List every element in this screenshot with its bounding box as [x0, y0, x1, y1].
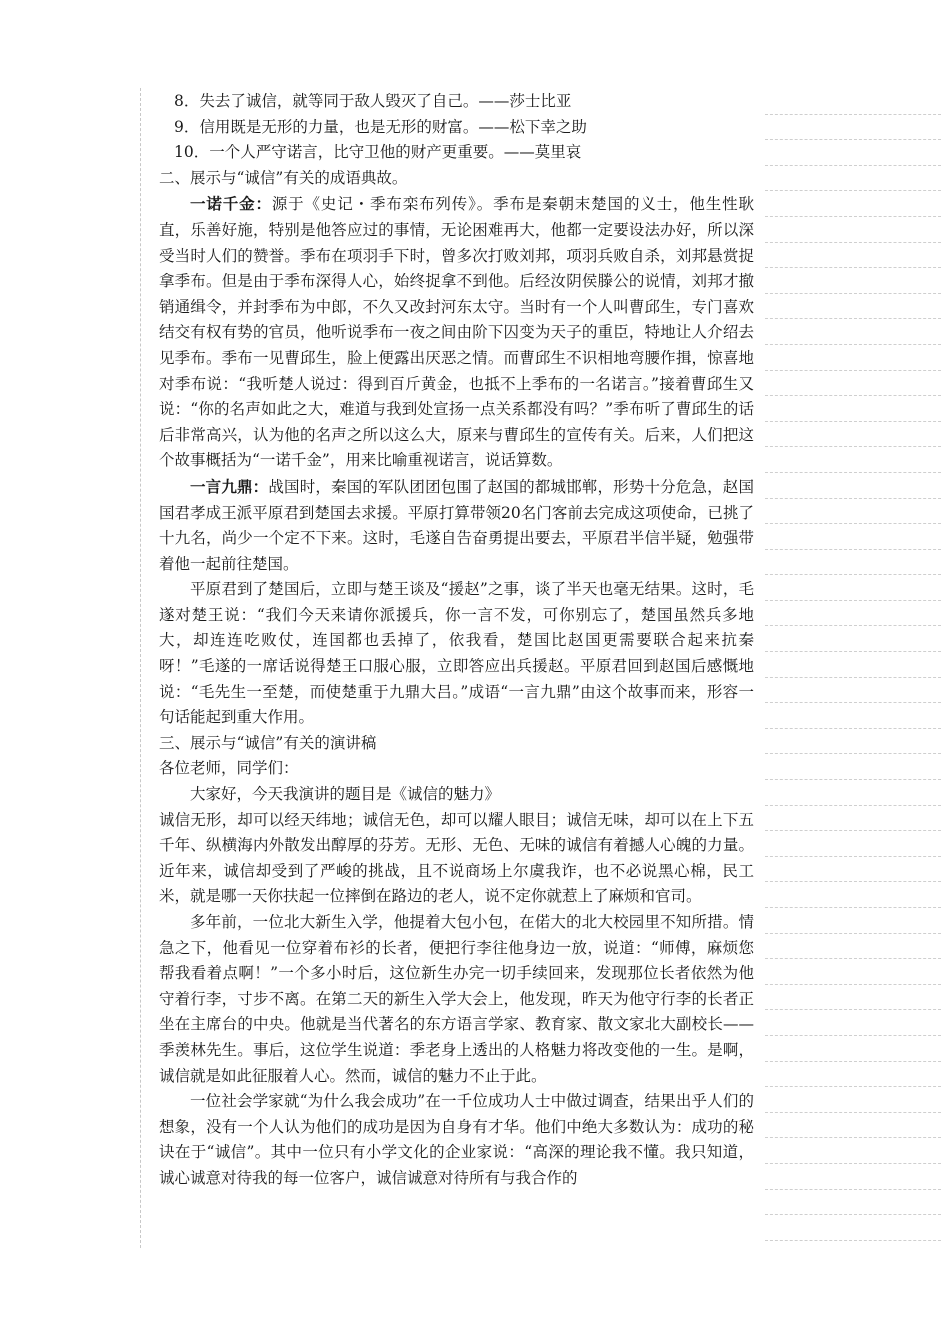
- note-line: [765, 140, 941, 166]
- quote-9: 9．信用既是无形的力量，也是无形的财富。——松下幸之助: [174, 117, 587, 136]
- note-line: [765, 115, 941, 141]
- note-line: [765, 959, 941, 985]
- document-body: [159, 89, 754, 1192]
- note-line: [765, 780, 941, 806]
- margin-border: [140, 88, 141, 1248]
- story-text: 源于《史记・季布栾布列传》。季布是秦朝末楚国的义士，他生性耿直，乐善好施，特别是他答应过的事情，无论困难再大，他都一定要设法办好，所以深受当时人们的赞誉。季布在项羽手下时，曾多次打败刘邦，项羽兵败自杀，刘邦悬赏捉拿季布。但是由于季布深得人心，始终捉拿不到他。后经汝阴侯滕公的说情，刘邦才撤销通缉令，并封季布为中郎，不久又改封河东太守。当时有一个人叫曹邱生，专门喜欢结交有权有势的官员，他听说季布一夜之间由阶下囚变为天子的重臣，特地让人介绍去见季布。季布一见曹邱生，脸上便露出厌恶之情。而曹邱生不识相地弯腰作揖，惊喜地对季布说：“我听楚人说过：得到百斤黄金，也抵不上季布的一名诺言。”接着曹邱生又说：“你的名声如此之大，难道与我到处宣扬一点关系都没有吗？”季布听了曹邱生的话后非常高兴，认为他的名声之所以这么大，原来与曹邱生的宣传有关。后来，人们把这个故事概括为“一诺千金”，用来比喻重视诺言，说话算数。: [159, 195, 754, 470]
- note-line: [765, 601, 941, 627]
- note-line: [765, 934, 941, 960]
- story-yinuoqianjin: [159, 191, 754, 474]
- story-title: 一诺千金：: [190, 194, 272, 214]
- note-line: [765, 319, 941, 345]
- note-line: [765, 217, 941, 243]
- note-line: [765, 1215, 941, 1241]
- note-line: [765, 524, 941, 550]
- note-line: [765, 345, 941, 371]
- note-line: [765, 985, 941, 1011]
- note-line: [765, 729, 941, 755]
- notes-column: [765, 89, 941, 1241]
- note-line: [765, 243, 941, 269]
- note-line: [765, 575, 941, 601]
- section-2-heading: 二、展示与“诚信”有关的成语典故。: [159, 168, 408, 187]
- speech-greeting: 各位老师，同学们：: [159, 759, 299, 778]
- note-line: [765, 1036, 941, 1062]
- note-line: [765, 882, 941, 908]
- note-line: [765, 550, 941, 576]
- note-line: [765, 191, 941, 217]
- note-line: [765, 1164, 941, 1190]
- note-line: [765, 831, 941, 857]
- note-line: [765, 1010, 941, 1036]
- story-title: 一言九鼎：: [190, 476, 269, 496]
- story-yiyanjiuding-cont: 平原君到了楚国后，立即与楚王谈及“援赵”之事，谈了半天也毫无结果。这时，毛遂对楚王说：“我们今天来请你派援兵，你一言不发，可你别忘了，楚国虽然兵多地大，却连连吃败仗，连国都也丢掉了，依我看，楚国比赵国更需要联合起来抗秦呀！”毛遂的一席话说得楚王口服心服，立即答应出兵援赵。平原君回到赵国后感慨地说：“毛先生一至楚，而使楚重于九鼎大吕。”成语“一言九鼎”由这个故事而来，形容一句话能起到重大作用。: [159, 580, 754, 727]
- story-yiyanjiuding: [159, 474, 754, 577]
- quote-10: 10．一个人严守诺言，比守卫他的财产更重要。——莫里哀: [174, 143, 582, 162]
- note-line: [765, 371, 941, 397]
- note-line: [765, 626, 941, 652]
- note-line: [765, 422, 941, 448]
- note-line: [765, 678, 941, 704]
- note-line: [765, 754, 941, 780]
- speech-intro: 大家好，今天我演讲的题目是《诚信的魅力》: [190, 785, 501, 804]
- note-line: [765, 1190, 941, 1216]
- note-line: [765, 703, 941, 729]
- note-line: [765, 166, 941, 192]
- speech-paragraph: 多年前，一位北大新生入学，他提着大包小包，在偌大的北大校园里不知所措。情急之下，他看见一位穿着布衫的长者，便把行李往他身边一放，说道：“师傅，麻烦您帮我看着点啊！”一个多小时后，这位新生办完一切手续回来，发现那位长者依然为他守着行李，寸步不离。在第二天的新生入学大会上，他发现，昨天为他守行李的长者正坐在主席台的中央。他就是当代著名的东方语言学家、教育家、散文家北大副校长——季羡林先生。事后，这位学生说道：季老身上透出的人格魅力将改变他的一生。是啊，诚信就是如此征服着人心。然而，诚信的魅力不止于此。: [159, 913, 754, 1085]
- note-line: [765, 473, 941, 499]
- note-line: [765, 806, 941, 832]
- note-line: [765, 499, 941, 525]
- quote-8: 8．失去了诚信，就等同于敌人毁灭了自己。——莎士比亚: [174, 92, 572, 110]
- story-text: 战国时，秦国的军队团团包围了赵国的都城邯郸，形势十分危急，赵国国君孝成王派平原君到楚国去求援。平原打算带领20名门客前去完成这项使命，已挑了十九名，尚少一个定不下来。这时，毛遂自告奋勇提出要去，平原君半信半疑，勉强带着他一起前往楚国。: [159, 477, 754, 573]
- note-line: [765, 294, 941, 320]
- speech-paragraph: 诚信无形，却可以经天纬地；诚信无色，却可以耀人眼目；诚信无味，却可以在上下五千年、纵横海内外散发出醇厚的芬芳。无形、无色、无味的诚信有着撼人心魄的力量。近年来，诚信却受到了严峻的挑战，且不说商场上尔虞我诈，也不必说黑心棉，民工米，就是哪一天你扶起一位摔倒在路边的老人，说不定你就惹上了麻烦和官司。: [159, 810, 754, 906]
- note-line: [765, 1113, 941, 1139]
- note-line: [765, 857, 941, 883]
- note-line: [765, 1138, 941, 1164]
- speech-paragraph: 一位社会学家就“为什么我会成功”在一千位成功人士中做过调查，结果出乎人们的想象，没有一个人认为他们的成功是因为自身有才华。他们中绝大多数认为：成功的秘诀在于“诚信”。其中一位只有小学文化的企业家说：“高深的理论我不懂。我只知道，诚心诚意对待我的每一位客户，诚信诚意对待所有与我合作的: [159, 1092, 754, 1187]
- section-3-heading: 三、展示与“诚信”有关的演讲稿: [159, 733, 377, 752]
- note-line: [765, 908, 941, 934]
- note-line: [765, 652, 941, 678]
- note-line: [765, 268, 941, 294]
- note-line: [765, 1087, 941, 1113]
- note-line: [765, 89, 941, 115]
- note-line: [765, 396, 941, 422]
- note-line: [765, 447, 941, 473]
- note-line: [765, 1062, 941, 1088]
